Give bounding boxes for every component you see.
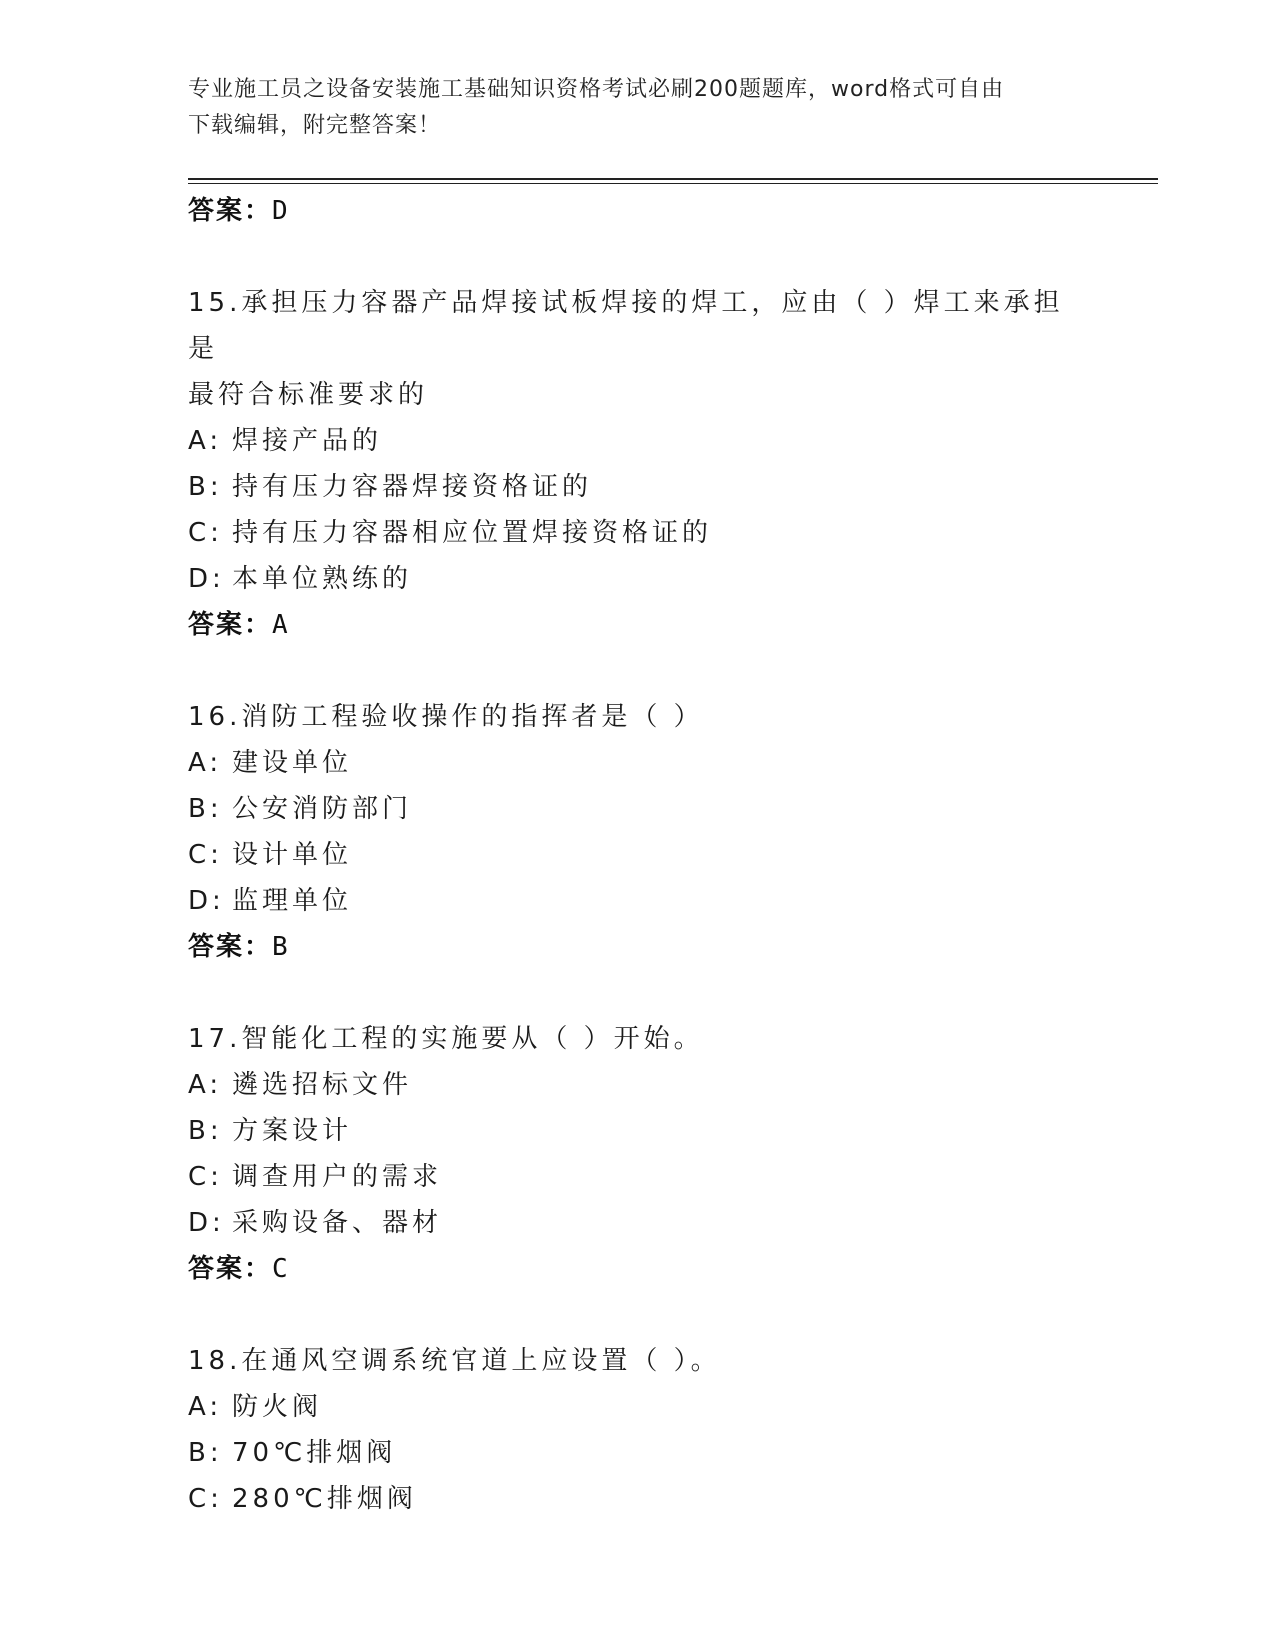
- option-text: 本单位熟练的: [232, 564, 413, 594]
- option-c: [188, 1476, 1148, 1522]
- answer-line: [188, 924, 1148, 970]
- option-a: [188, 740, 1148, 786]
- option-key: D:: [188, 886, 225, 916]
- option-text: 监理单位: [232, 886, 353, 916]
- option-a: [188, 418, 1148, 464]
- option-text: 70℃排烟阀: [232, 1438, 397, 1468]
- spacer: [188, 1292, 1148, 1338]
- option-c: [188, 1154, 1148, 1200]
- option-text: 防火阀: [232, 1392, 323, 1422]
- option-c: [188, 832, 1148, 878]
- document-header: [188, 72, 1068, 144]
- option-d: [188, 878, 1148, 924]
- option-text: 280℃排烟阀: [232, 1484, 417, 1514]
- option-key: B:: [188, 1438, 223, 1468]
- question-list: [188, 188, 1148, 1522]
- spacer: [188, 970, 1148, 1016]
- option-text: 焊接产品的: [232, 426, 383, 456]
- option-b: [188, 1430, 1148, 1476]
- option-text: 方案设计: [232, 1116, 353, 1146]
- question-stem-line: 15.承担压力容器产品焊接试板焊接的焊工，应由（ ）焊工来承担是: [188, 288, 1064, 364]
- question-stem: 18.在通风空调系统官道上应设置（ ）。: [188, 1346, 721, 1376]
- answer-label: 答案：: [188, 610, 273, 640]
- option-text: 遴选招标文件: [232, 1070, 413, 1100]
- answer-value: A: [272, 610, 290, 640]
- option-key: C:: [188, 1162, 223, 1192]
- spacer: [188, 648, 1148, 694]
- option-a: [188, 1062, 1148, 1108]
- option-key: B:: [188, 472, 223, 502]
- option-key: B:: [188, 1116, 223, 1146]
- option-key: D:: [188, 1208, 225, 1238]
- option-b: [188, 1108, 1148, 1154]
- option-key: D:: [188, 564, 225, 594]
- option-text: 采购设备、器材: [232, 1208, 443, 1238]
- option-key: C:: [188, 1484, 223, 1514]
- header-line-1: 专业施工员之设备安装施工基础知识资格考试必刷200题题库，word格式可自由: [188, 77, 1005, 102]
- option-text: 建设单位: [232, 748, 353, 778]
- option-d: [188, 1200, 1148, 1246]
- option-key: B:: [188, 794, 223, 824]
- question-stem: 17.智能化工程的实施要从（ ）开始。: [188, 1024, 704, 1054]
- question-block: [188, 1016, 1148, 1292]
- option-c: [188, 510, 1148, 556]
- option-b: [188, 786, 1148, 832]
- header-divider-thin: [188, 183, 1158, 184]
- answer-line: [188, 1246, 1148, 1292]
- option-key: C:: [188, 518, 223, 548]
- option-key: A:: [188, 1070, 223, 1100]
- option-d: [188, 556, 1148, 602]
- answer-value: D: [272, 196, 290, 226]
- option-key: A:: [188, 1392, 223, 1422]
- header-divider-thick: [188, 178, 1158, 180]
- question-block: [188, 694, 1148, 970]
- option-key: A:: [188, 748, 223, 778]
- question-block: [188, 1338, 1148, 1522]
- answer-line: [188, 602, 1148, 648]
- option-text: 公安消防部门: [232, 794, 413, 824]
- question-block: [188, 280, 1148, 648]
- answer-label: 答案：: [188, 1254, 273, 1284]
- option-a: [188, 1384, 1148, 1430]
- question-stem-continuation: 最符合标准要求的: [188, 380, 429, 410]
- option-key: A:: [188, 426, 223, 456]
- option-key: C:: [188, 840, 223, 870]
- option-text: 持有压力容器相应位置焊接资格证的: [232, 518, 713, 548]
- spacer: [188, 234, 1148, 280]
- option-b: [188, 464, 1148, 510]
- option-text: 设计单位: [232, 840, 353, 870]
- option-text: 调查用户的需求: [232, 1162, 443, 1192]
- answer-value: C: [272, 1254, 290, 1284]
- answer-label: 答案：: [188, 932, 273, 962]
- question-stem: [188, 280, 1088, 372]
- option-text: 持有压力容器焊接资格证的: [232, 472, 593, 502]
- answer-label: 答案：: [188, 196, 273, 226]
- question-stem: 16.消防工程验收操作的指挥者是（ ）: [188, 702, 704, 732]
- answer-line: [188, 188, 1148, 234]
- header-line-2: 下载编辑，附完整答案！: [188, 113, 442, 138]
- answer-value: B: [272, 932, 290, 962]
